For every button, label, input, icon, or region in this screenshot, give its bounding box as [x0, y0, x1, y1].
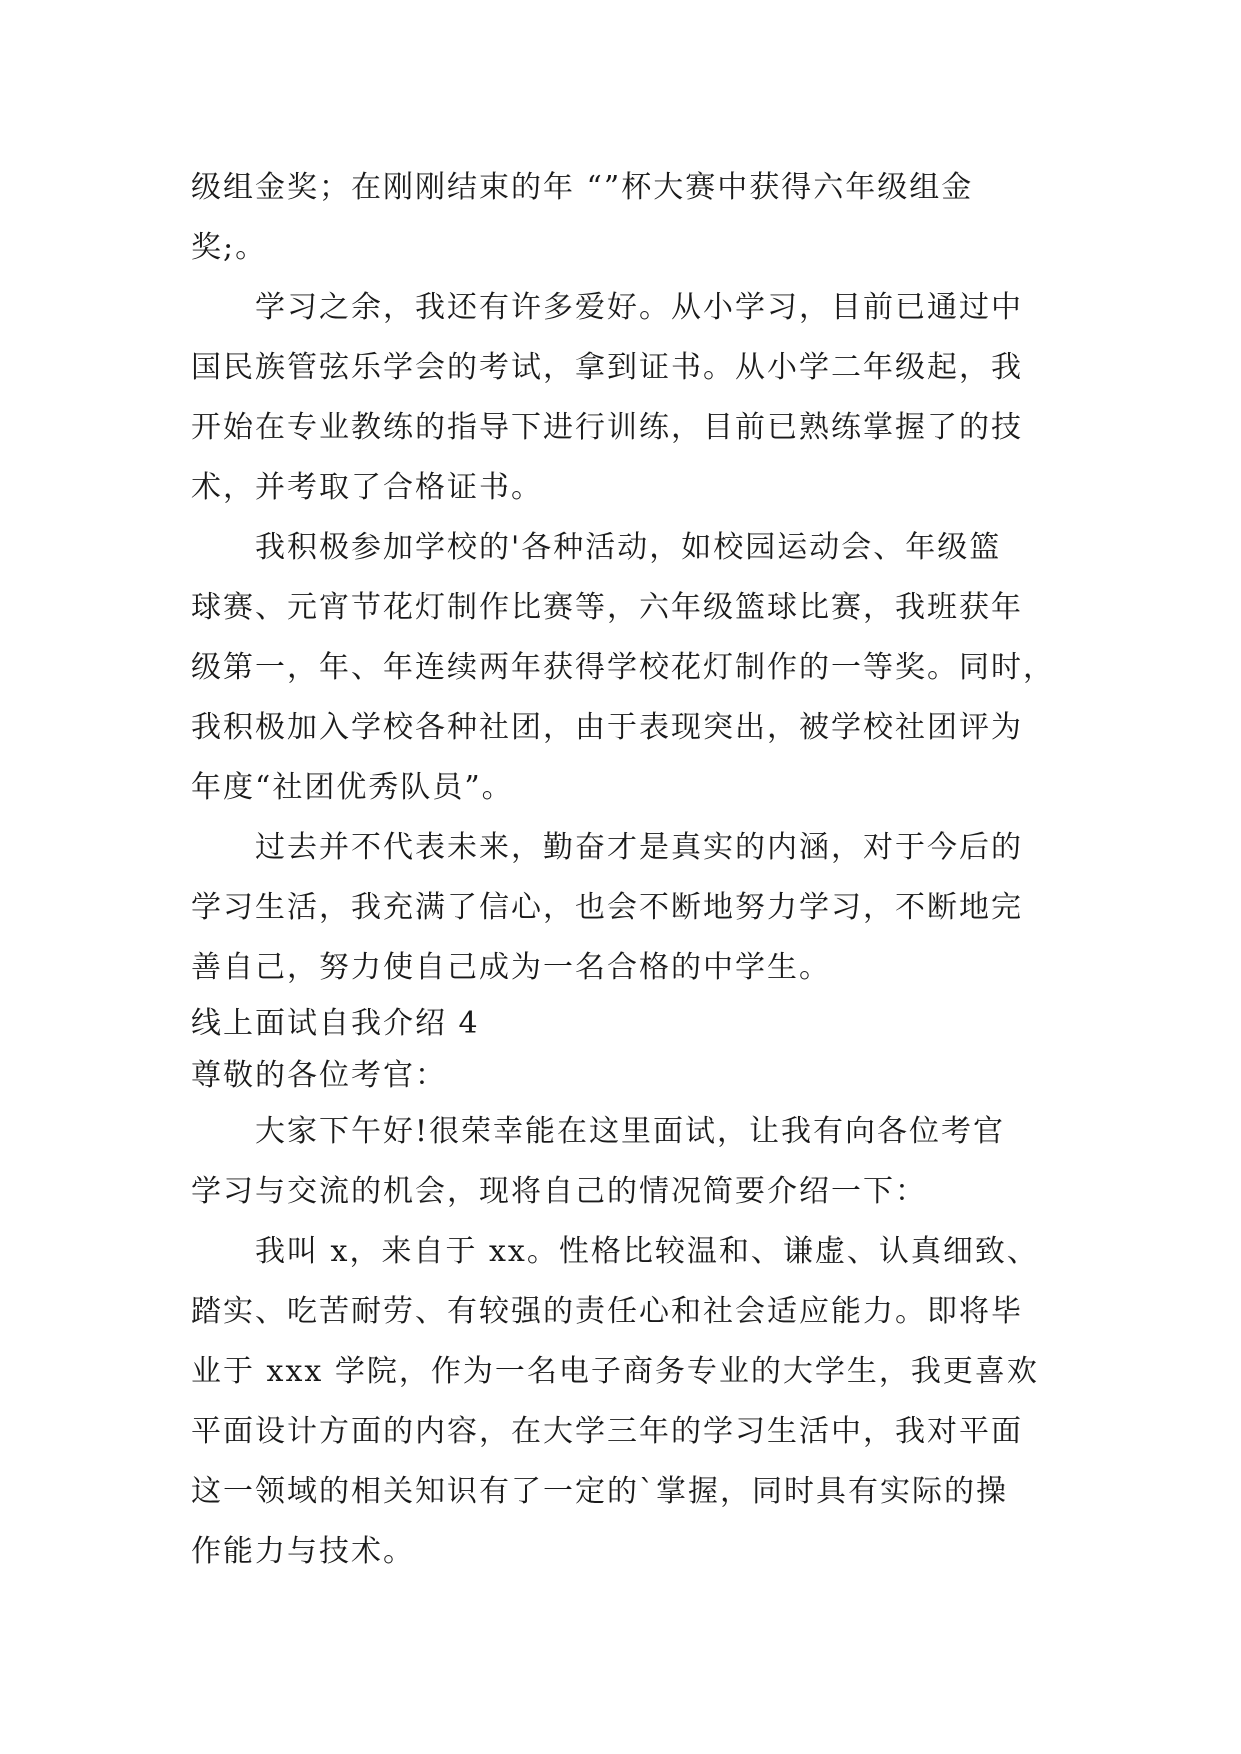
document-body [191, 158, 1055, 1582]
paragraph-line: 这一领域的相关知识有了一定的`掌握，同时具有实际的操 [191, 1474, 1008, 1509]
paragraph-line: 国民族管弦乐学会的考试，拿到证书。从小学二年级起，我 [191, 350, 1023, 385]
paragraph-line: 开始在专业教练的指导下进行训练，目前已熟练掌握了的技 [191, 410, 1023, 445]
paragraph-line: 大家下午好!很荣幸能在这里面试，让我有向各位考官 [255, 1114, 1006, 1149]
paragraph-line: 踏实、吃苦耐劳、有较强的责任心和社会适应能力。即将毕 [191, 1294, 1023, 1329]
paragraph-line: 我积极参加学校的'各种活动，如校园运动会、年级篮 [255, 530, 1002, 565]
paragraph-line: 业于 xxx 学院，作为一名电子商务专业的大学生，我更喜欢 [191, 1354, 1039, 1389]
paragraph-line: 学习生活，我充满了信心，也会不断地努力学习，不断地完 [191, 890, 1023, 925]
salutation: 尊敬的各位考官： [191, 1058, 447, 1093]
paragraph-line: 平面设计方面的内容，在大学三年的学习生活中，我对平面 [191, 1414, 1023, 1449]
paragraph-line: 我积极加入学校各种社团，由于表现突出，被学校社团评为 [191, 710, 1023, 745]
paragraph-line: 级组金奖；在刚刚结束的年 “”杯大赛中获得六年级组金 [191, 170, 974, 205]
section-heading: 线上面试自我介绍 4 [191, 1006, 480, 1041]
paragraph-line: 学习之余，我还有许多爱好。从小学习，目前已通过中 [255, 290, 1023, 325]
paragraph-line: 作能力与技术。 [191, 1534, 415, 1569]
paragraph-line: 奖;。 [191, 230, 268, 265]
paragraph-line: 年度“社团优秀队员”。 [191, 770, 514, 805]
paragraph-line: 球赛、元宵节花灯制作比赛等，六年级篮球比赛，我班获年 [191, 590, 1023, 625]
paragraph-line: 我叫 x，来自于 xx。性格比较温和、谦虚、认真细致、 [255, 1234, 1039, 1269]
paragraph-line: 级第一，年、年连续两年获得学校花灯制作的一等奖。同时， [191, 650, 1055, 685]
paragraph-line: 善自己，努力使自己成为一名合格的中学生。 [191, 950, 831, 985]
paragraph-line: 学习与交流的机会，现将自己的情况简要介绍一下： [191, 1174, 927, 1209]
paragraph-line: 过去并不代表未来，勤奋才是真实的内涵，对于今后的 [255, 830, 1023, 865]
paragraph-line: 术，并考取了合格证书。 [191, 470, 543, 505]
